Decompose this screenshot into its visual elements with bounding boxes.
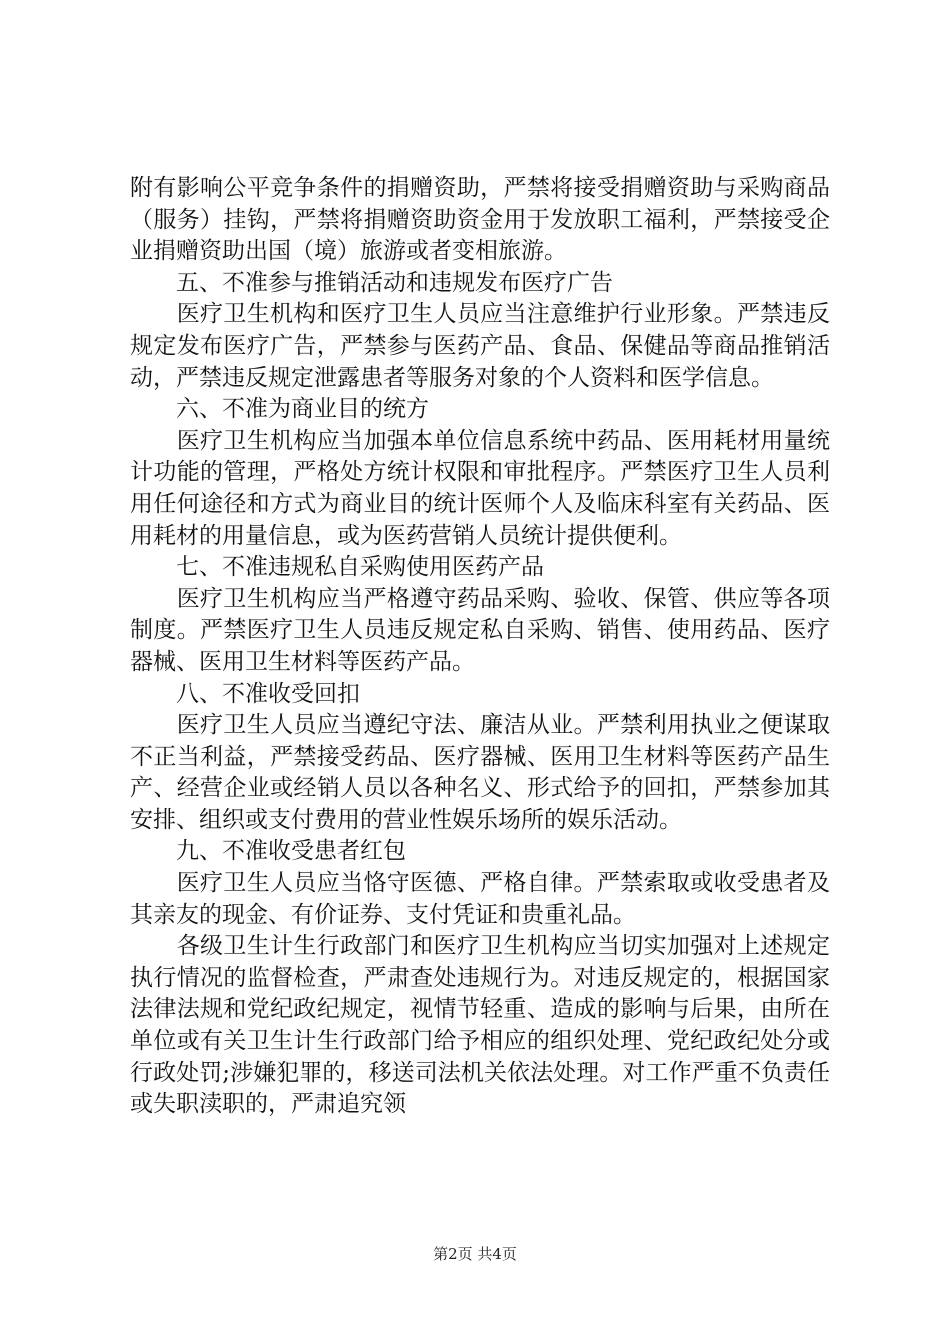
section-heading-8: 八、不准收受回扣 — [130, 680, 360, 707]
paragraph-continuation: 附有影响公平竞争条件的捐赠资助，严禁将接受捐赠资助与采购商品（服务）挂钩，严禁将捐赠资助资金用于发放职工福利，严禁接受企业捐赠资助出国（境）旅游或者变相旅游。 — [130, 175, 830, 265]
section-heading-7: 七、不准违规私自采购使用医药产品 — [130, 554, 544, 581]
paragraph-5: 医疗卫生机构和医疗卫生人员应当注意维护行业形象。严禁违反规定发布医疗广告，严禁参与医药产品、食品、保健品等商品推销活动，严禁违反规定泄露患者等服务对象的个人资料和医学信息。 — [130, 301, 830, 391]
section-heading-9: 九、不准收受患者红包 — [130, 838, 406, 865]
page-footer: 第2页 共4页 — [433, 1245, 517, 1263]
section-heading-5: 五、不准参与推销活动和违规发布医疗广告 — [130, 269, 613, 296]
paragraph-enforcement: 各级卫生计生行政部门和医疗卫生机构应当切实加强对上述规定执行情况的监督检查，严肃查处违规行为。对违反规定的，根据国家法律法规和党纪政纪规定，视情节轻重、造成的影响与后果，由所在单位或有关卫生计生行政部门给予相应的组织处理、党纪政纪处分或行政处罚;涉嫌犯罪的，移送司法机关依法处理。对工作严重不负责任或失职渎职的，严肃追究领 — [130, 933, 830, 1118]
section-heading-6: 六、不准为商业目的统方 — [130, 396, 429, 423]
paragraph-7: 医疗卫生机构应当严格遵守药品采购、验收、保管、供应等各项制度。严禁医疗卫生人员违反规定私自采购、销售、使用药品、医疗器械、医用卫生材料等医药产品。 — [130, 585, 830, 675]
paragraph-9: 医疗卫生人员应当恪守医德、严格自律。严禁索取或收受患者及其亲友的现金、有价证券、支付凭证和贵重礼品。 — [130, 870, 830, 928]
paragraph-8: 医疗卫生人员应当遵纪守法、廉洁从业。严禁利用执业之便谋取不正当利益，严禁接受药品、医疗器械、医用卫生材料等医药产品生产、经营企业或经销人员以各种名义、形式给予的回扣，严禁参加其安排、组织或支付费用的营业性娱乐场所的娱乐活动。 — [130, 712, 830, 833]
paragraph-6: 医疗卫生机构应当加强本单位信息系统中药品、医用耗材用量统计功能的管理，严格处方统计权限和审批程序。严禁医疗卫生人员利用任何途径和方式为商业目的统计医师个人及临床科室有关药品、医用耗材的用量信息，或为医药营销人员统计提供便利。 — [130, 427, 830, 549]
document-body — [130, 173, 830, 1121]
